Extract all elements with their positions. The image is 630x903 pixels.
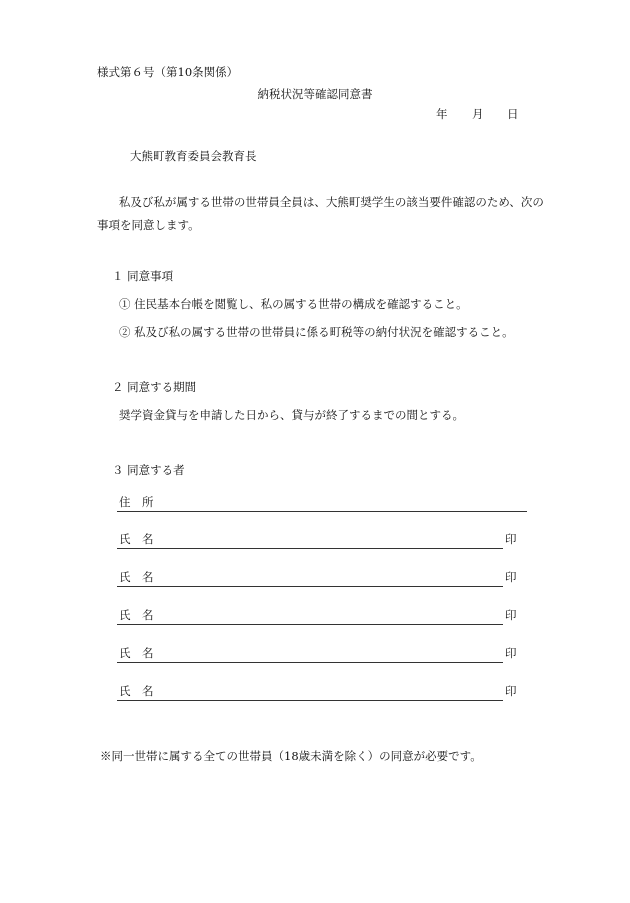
section3-heading: ３ 同意する者 xyxy=(112,463,185,477)
address-row xyxy=(117,496,527,512)
seal-mark: 印 xyxy=(505,646,517,661)
section2-text: 奨学資金貸与を申請した日から、貸与が終了するまでの間とする。 xyxy=(119,408,464,422)
signer-line xyxy=(117,624,503,625)
form-number: 様式第６号（第10条関係） xyxy=(97,65,239,79)
signer-row xyxy=(117,533,517,549)
signer-row xyxy=(117,609,517,625)
date-day-label: 日 xyxy=(507,107,519,121)
seal-mark: 印 xyxy=(505,608,517,623)
name-label: 氏 名 xyxy=(119,532,154,547)
address-line xyxy=(117,511,527,512)
date-year-label: 年 xyxy=(436,107,448,121)
date-month-label: 月 xyxy=(472,107,484,121)
date-line xyxy=(0,108,630,124)
signer-line xyxy=(117,548,503,549)
seal-mark: 印 xyxy=(505,684,517,699)
signer-line xyxy=(117,586,503,587)
signer-line xyxy=(117,700,503,701)
document-title: 納税状況等確認同意書 xyxy=(257,87,373,101)
section1-item-1: ① 住民基本台帳を閲覧し、私の属する世帯の構成を確認すること。 xyxy=(119,297,468,311)
signer-row xyxy=(117,571,517,587)
name-label: 氏 名 xyxy=(119,570,154,585)
signer-row xyxy=(117,685,517,701)
addressee: 大熊町教育委員会教育長 xyxy=(130,149,257,163)
name-label: 氏 名 xyxy=(119,646,154,661)
name-label: 氏 名 xyxy=(119,684,154,699)
seal-mark: 印 xyxy=(505,570,517,585)
seal-mark: 印 xyxy=(505,532,517,547)
intro-paragraph: 私及び私が属する世帯の世帯員全員は、大熊町奨学生の該当要件確認のため、次の事項を同意します。 xyxy=(97,195,544,232)
name-label: 氏 名 xyxy=(119,608,154,623)
footnote: ※同一世帯に属する全ての世帯員（18歳未満を除く）の同意が必要です。 xyxy=(100,749,482,763)
signer-line xyxy=(117,662,503,663)
section1-heading: １ 同意事項 xyxy=(112,269,174,283)
signer-row xyxy=(117,647,517,663)
section2-heading: ２ 同意する期間 xyxy=(112,380,197,394)
section1-item-2: ② 私及び私の属する世帯の世帯員に係る町税等の納付状況を確認すること。 xyxy=(119,325,514,339)
address-label: 住 所 xyxy=(119,495,154,510)
